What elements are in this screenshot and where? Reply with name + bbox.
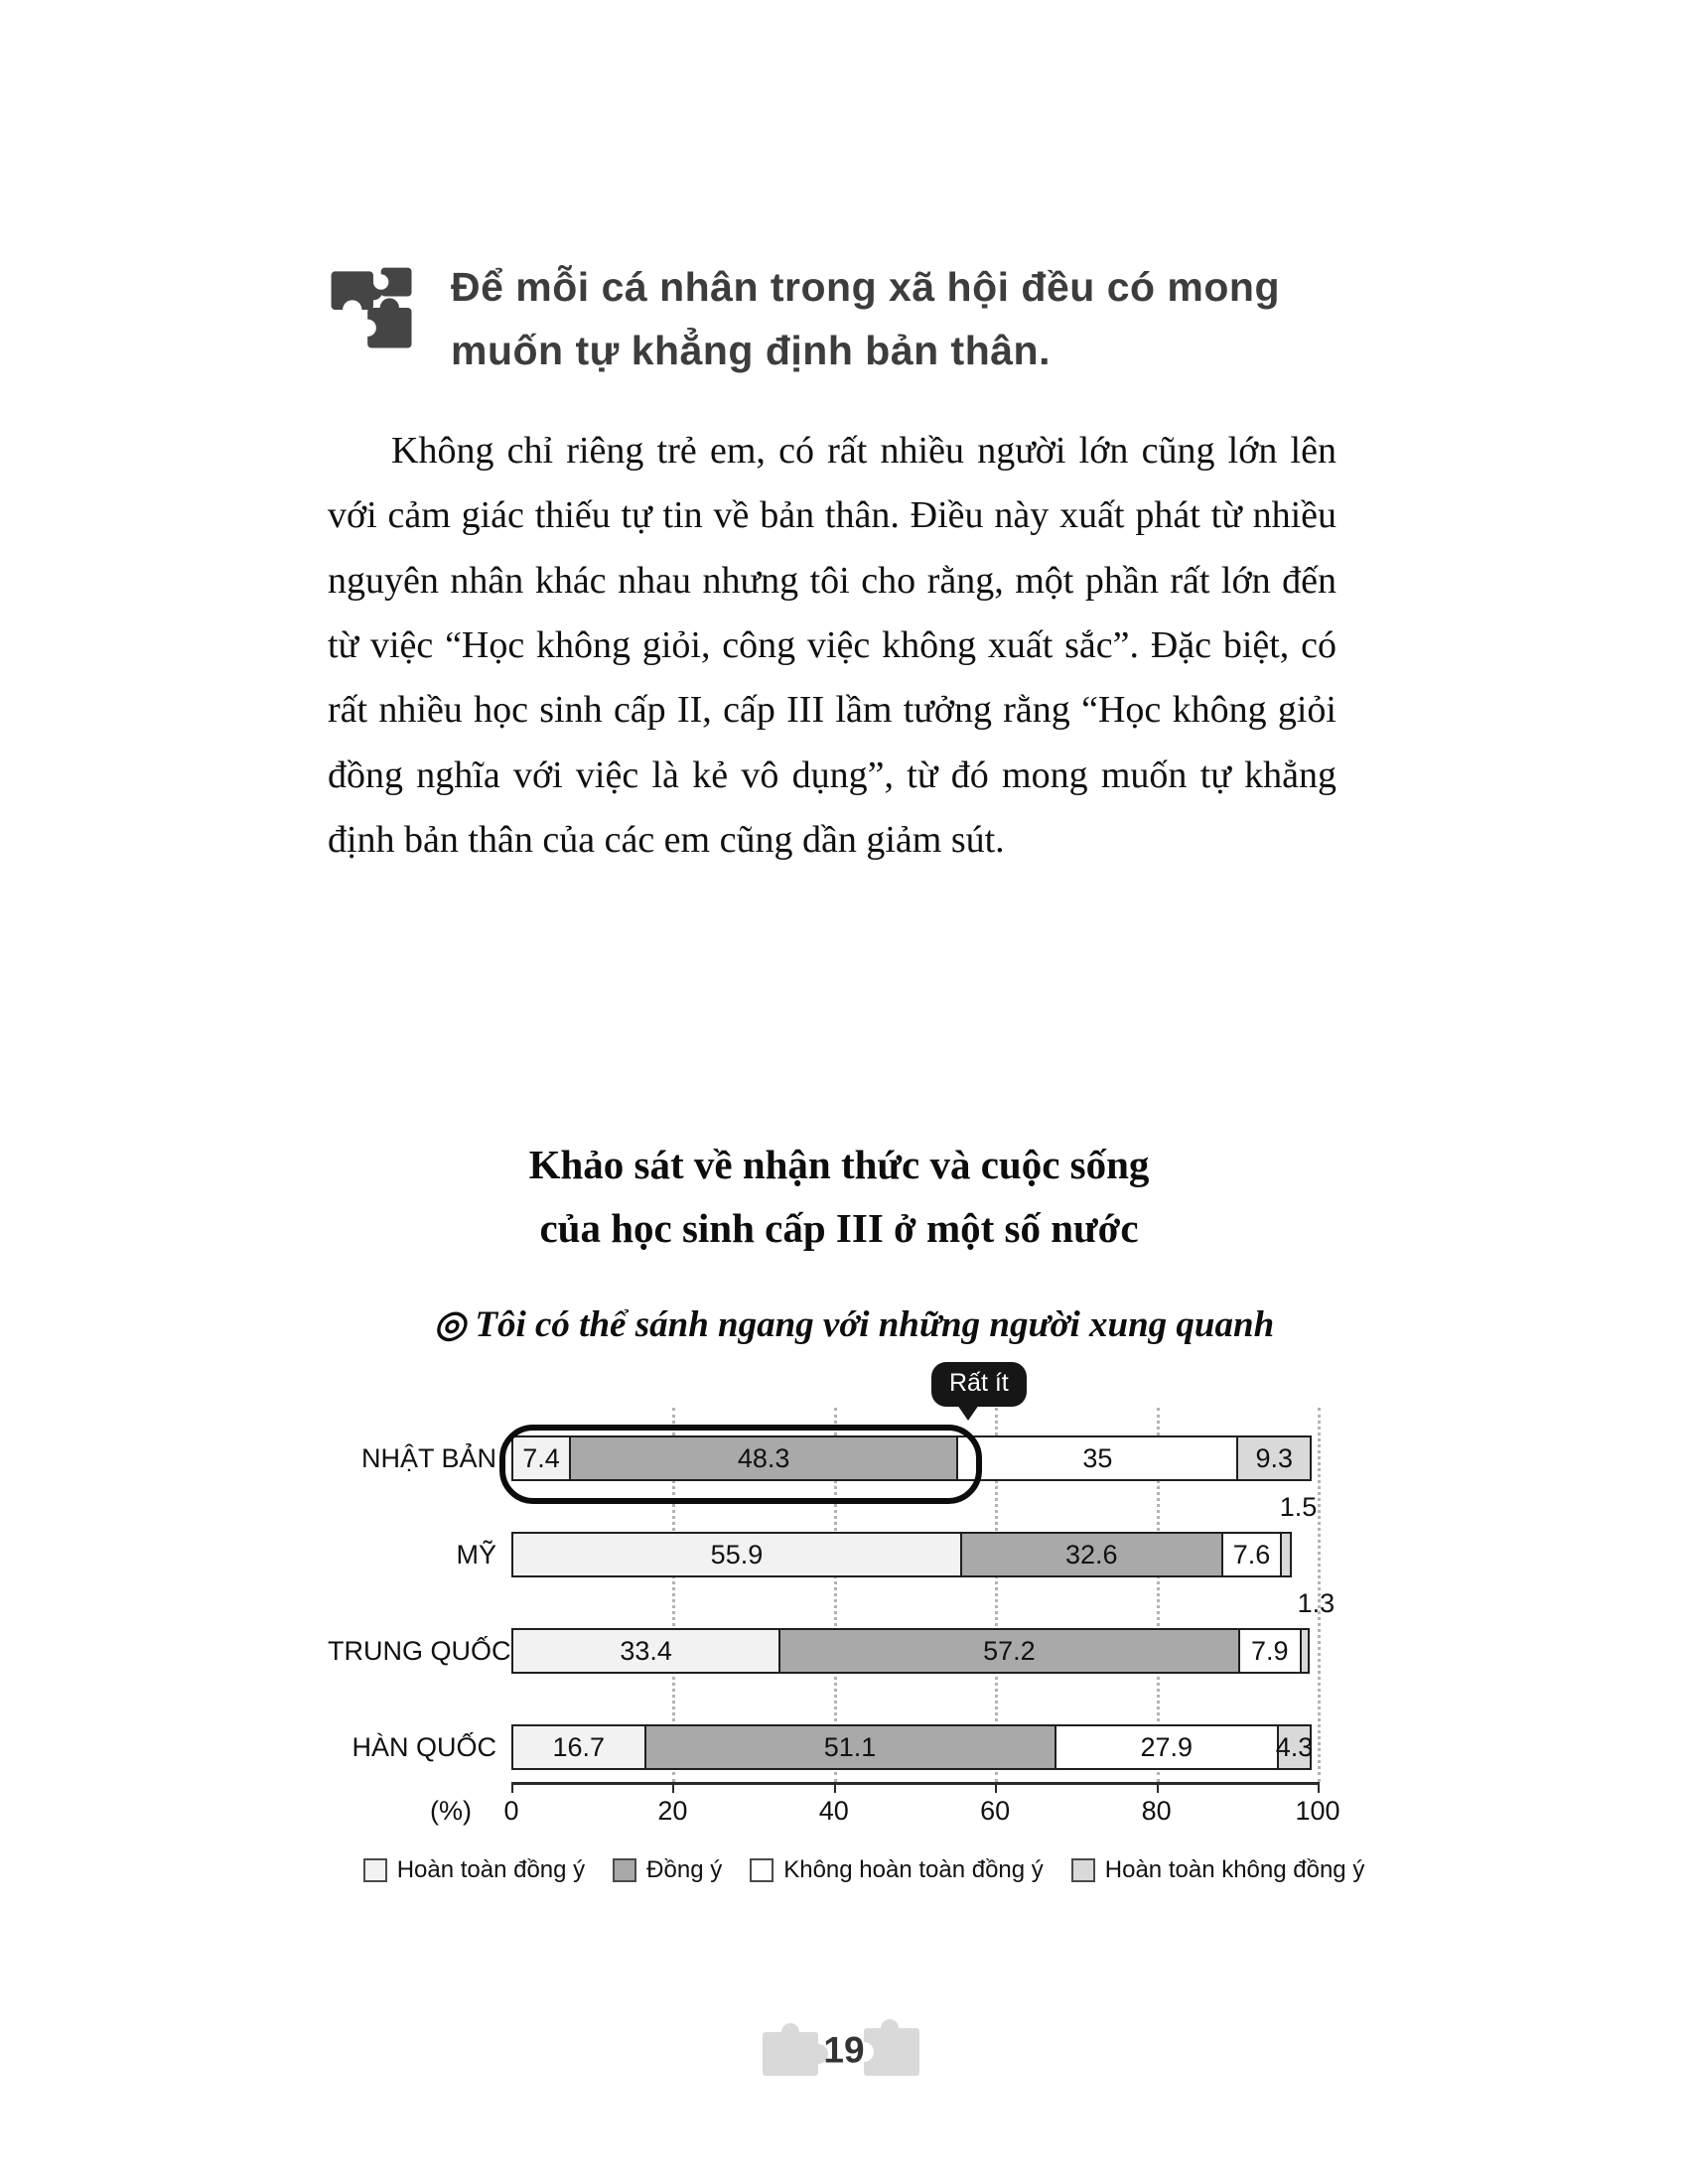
axis-tick-label: 0 bbox=[503, 1796, 519, 1826]
legend-swatch bbox=[750, 1858, 774, 1882]
legend-item bbox=[363, 1856, 585, 1884]
chart-subtitle: ◎ Tôi có thể sánh ngang với những người xung quanh bbox=[433, 1304, 1275, 1345]
bar-segment: 32.6 bbox=[960, 1532, 1223, 1577]
bar-segment: 27.9 bbox=[1055, 1724, 1280, 1770]
bar-segment: 4.3 bbox=[1277, 1724, 1312, 1770]
axis-tick bbox=[511, 1784, 513, 1793]
page-footer bbox=[757, 2010, 931, 2094]
category-label: NHẬT BẢN bbox=[360, 1443, 496, 1473]
body-paragraph: Không chỉ riêng trẻ em, có rất nhiều người lớn cũng lớn lên với cảm giác thiếu tự tin về bản thân. Điều này xuất phát từ nhiều nguyên nhân khác nhau nhưng tôi cho rằng, một phần rất lớn đến từ việc “Học không giỏi, công việc không xuất sắc”. Đặc biệt, có rất nhiều học sinh cấp II, cấp III lầm tưởng rằng “Học không giỏi đồng nghĩa với việc là kẻ vô dụng”, từ đó mong muốn tự khẳng định bản thân của các em cũng dần giảm sút. bbox=[328, 430, 1336, 862]
bar-segment: 48.3 bbox=[569, 1435, 958, 1481]
bar-segment bbox=[1280, 1532, 1292, 1577]
axis-tick bbox=[995, 1784, 997, 1793]
x-axis-line bbox=[511, 1782, 1320, 1785]
chart-title-line1: Khảo sát về nhận thức và cuộc sống bbox=[528, 1142, 1150, 1187]
legend-item bbox=[613, 1856, 722, 1884]
legend-label: Không hoàn toàn đồng ý bbox=[783, 1856, 1044, 1883]
puzzle-icon bbox=[320, 256, 425, 361]
axis-tick-label: 80 bbox=[1141, 1796, 1172, 1826]
bar-segment: 7.6 bbox=[1221, 1532, 1283, 1577]
bar-segment: 57.2 bbox=[778, 1628, 1239, 1674]
section-header bbox=[320, 256, 1392, 382]
legend-item bbox=[1071, 1856, 1365, 1884]
axis-tick bbox=[1157, 1784, 1159, 1793]
chart-title bbox=[328, 1134, 1350, 1260]
axis-unit-label: (%) bbox=[430, 1796, 472, 1826]
axis-tick-label: 60 bbox=[980, 1796, 1011, 1826]
axis-tick-label: 20 bbox=[657, 1796, 688, 1826]
axis-tick bbox=[672, 1784, 674, 1793]
bar-value-outside: 1.3 bbox=[1297, 1588, 1336, 1618]
bar bbox=[511, 1628, 1310, 1674]
section-title bbox=[451, 256, 1374, 382]
axis-tick bbox=[834, 1784, 836, 1793]
bar-segment: 9.3 bbox=[1236, 1435, 1312, 1481]
section-title-line1: Để mỗi cá nhân trong xã hội đều có mong bbox=[451, 264, 1281, 310]
category-label: MỸ bbox=[456, 1540, 496, 1570]
bar-value-outside: 1.5 bbox=[1279, 1492, 1318, 1522]
bar-segment: 7.4 bbox=[511, 1435, 571, 1481]
chart-plot bbox=[328, 1368, 1365, 1944]
category-label: HÀN QUỐC bbox=[352, 1732, 496, 1762]
page-number: 19 bbox=[823, 2029, 865, 2071]
category-label: TRUNG QUỐC bbox=[328, 1636, 511, 1666]
bar-segment bbox=[1300, 1628, 1311, 1674]
bar-segment: 33.4 bbox=[511, 1628, 780, 1674]
bar bbox=[511, 1435, 1312, 1481]
bar-segment: 55.9 bbox=[511, 1532, 962, 1577]
chart-title-line2: của học sinh cấp III ở một số nước bbox=[539, 1204, 1139, 1251]
legend-label: Đồng ý bbox=[646, 1856, 723, 1883]
bar bbox=[511, 1532, 1292, 1577]
chart-legend bbox=[387, 1856, 1365, 1884]
axis-tick bbox=[1318, 1784, 1320, 1793]
axis-tick-label: 100 bbox=[1295, 1796, 1340, 1826]
legend-swatch bbox=[363, 1858, 387, 1882]
bar-segment: 7.9 bbox=[1238, 1628, 1302, 1674]
legend-label: Hoàn toàn đồng ý bbox=[396, 1856, 586, 1883]
legend-item bbox=[750, 1856, 1044, 1884]
bar-segment: 16.7 bbox=[511, 1724, 646, 1770]
legend-swatch bbox=[1071, 1858, 1095, 1882]
bar-segment: 51.1 bbox=[644, 1724, 1056, 1770]
bar bbox=[511, 1724, 1312, 1770]
legend-swatch bbox=[613, 1858, 636, 1882]
bar-segment: 35 bbox=[956, 1435, 1238, 1481]
section-title-line2: muốn tự khẳng định bản thân. bbox=[451, 327, 1051, 373]
callout-bubble: Rất ít bbox=[931, 1362, 1027, 1407]
axis-tick-label: 40 bbox=[818, 1796, 849, 1826]
legend-label: Hoàn toàn không đồng ý bbox=[1104, 1856, 1365, 1883]
